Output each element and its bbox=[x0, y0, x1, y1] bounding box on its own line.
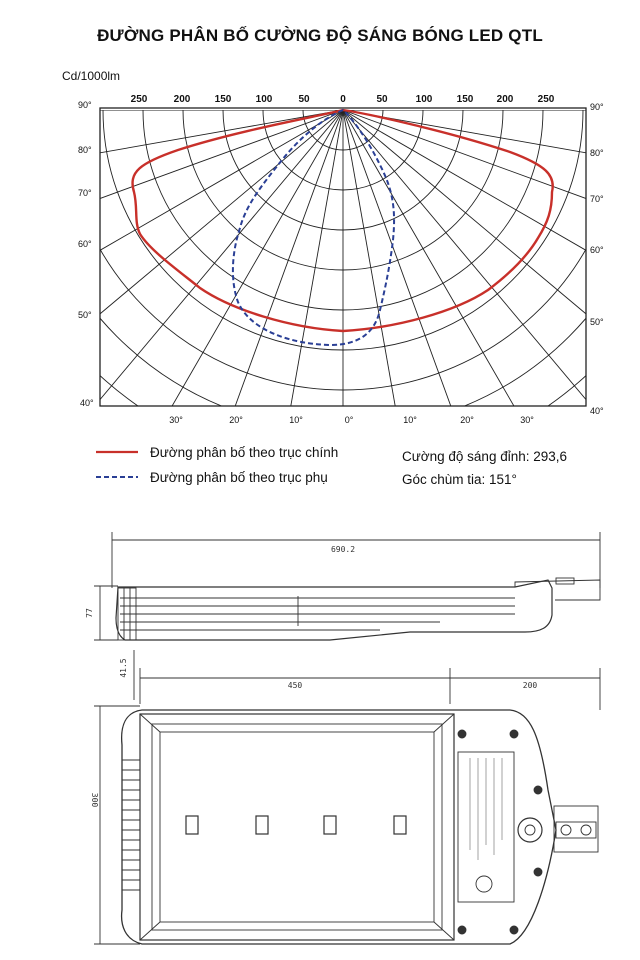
sensor-center bbox=[525, 825, 535, 835]
angle-label: 30° bbox=[520, 415, 534, 425]
housing-outline bbox=[122, 710, 556, 944]
bevel-line bbox=[434, 922, 454, 940]
side-body bbox=[116, 580, 552, 640]
angle-label: 70° bbox=[590, 194, 604, 204]
grid-radial-line bbox=[0, 110, 343, 200]
mounting-arm-top bbox=[554, 806, 598, 852]
beam-angle-text: Góc chùm tia: 151° bbox=[402, 472, 517, 487]
led-module bbox=[324, 816, 336, 834]
grid-radial-line bbox=[343, 110, 433, 622]
led-module bbox=[394, 816, 406, 834]
angle-label: 90° bbox=[590, 102, 604, 112]
sensor-icon bbox=[518, 818, 542, 842]
grid-arc bbox=[23, 0, 640, 430]
legend bbox=[96, 445, 567, 487]
bottom-angle-labels bbox=[169, 415, 534, 425]
height-dimension: 77 bbox=[85, 608, 94, 618]
angle-label: 40° bbox=[80, 398, 94, 408]
angle-label: 70° bbox=[78, 188, 92, 198]
angle-label: 60° bbox=[78, 239, 92, 249]
arm-clamp-top bbox=[556, 822, 596, 838]
screw-icon bbox=[534, 868, 542, 876]
tick-label: 50 bbox=[376, 94, 388, 105]
length-dimension: 690.2 bbox=[330, 545, 356, 554]
lens-frame-inner bbox=[152, 724, 442, 930]
screw-icon bbox=[458, 926, 466, 934]
right-angle-labels bbox=[590, 102, 604, 416]
angle-label: 30° bbox=[169, 415, 183, 425]
angle-label: 0° bbox=[344, 415, 354, 425]
grid-radial-line bbox=[343, 110, 521, 599]
angle-label: 80° bbox=[78, 145, 92, 155]
angle-label: 10° bbox=[403, 415, 417, 425]
screw-icon bbox=[510, 926, 518, 934]
left-angle-labels bbox=[78, 100, 94, 408]
led-module bbox=[256, 816, 268, 834]
mounting-arm bbox=[515, 580, 600, 600]
screw-icon bbox=[534, 786, 542, 794]
side-view-drawing bbox=[85, 532, 600, 640]
angle-label: 80° bbox=[590, 148, 604, 158]
angle-label: 60° bbox=[590, 245, 604, 255]
angle-label: 90° bbox=[78, 100, 92, 110]
legend-secondary-label: Đường phân bố theo trục phụ bbox=[150, 470, 328, 485]
arm-length-dimension: 200 bbox=[522, 681, 538, 690]
screw-icon bbox=[458, 730, 466, 738]
tick-label: 200 bbox=[173, 94, 191, 105]
top-tick-labels bbox=[131, 94, 555, 105]
offset-dimension: 41.5 bbox=[119, 658, 128, 678]
angle-label: 50° bbox=[590, 317, 604, 327]
led-module bbox=[186, 816, 198, 834]
cert-mark-icon bbox=[476, 876, 492, 892]
tick-label: 50 bbox=[298, 94, 310, 105]
peak-intensity-text: Cường độ sáng đỉnh: 293,6 bbox=[402, 449, 568, 464]
body-length-dimension: 450 bbox=[287, 681, 303, 690]
angle-label: 20° bbox=[229, 415, 243, 425]
bevel-line bbox=[434, 714, 454, 732]
lens-panel bbox=[160, 732, 434, 922]
angle-label: 10° bbox=[289, 415, 303, 425]
angle-label: 40° bbox=[590, 406, 604, 416]
screw-icon bbox=[510, 730, 518, 738]
tick-label: 100 bbox=[255, 94, 273, 105]
bolt-icon bbox=[561, 825, 571, 835]
grid-radial-line bbox=[83, 110, 343, 560]
legend-main-label: Đường phân bố theo trục chính bbox=[150, 445, 339, 460]
top-view-drawing bbox=[90, 650, 600, 944]
lens-frame-outer bbox=[140, 714, 454, 940]
angle-label: 20° bbox=[460, 415, 474, 425]
tick-label: 0 bbox=[340, 94, 346, 105]
angle-label: 50° bbox=[78, 310, 92, 320]
chart-title: ĐƯỜNG PHÂN BỐ CƯỜNG ĐỘ SÁNG BÓNG LED QTL bbox=[97, 26, 543, 45]
tick-label: 150 bbox=[456, 94, 474, 105]
grid-radial-line bbox=[253, 110, 343, 622]
grid-radial-line bbox=[343, 110, 603, 560]
grid-radial-line bbox=[0, 110, 343, 444]
tick-label: 100 bbox=[415, 94, 433, 105]
rating-plate-lines bbox=[470, 758, 502, 860]
tick-label: 150 bbox=[214, 94, 232, 105]
heatsink-fins bbox=[122, 760, 140, 890]
bevel-line bbox=[140, 714, 160, 732]
grid-radial-line bbox=[165, 110, 343, 599]
bolt-icon bbox=[581, 825, 591, 835]
tick-label: 250 bbox=[130, 94, 148, 105]
tick-label: 250 bbox=[537, 94, 555, 105]
tick-label: 200 bbox=[496, 94, 514, 105]
unit-label: Cd/1000lm bbox=[62, 69, 121, 83]
bevel-line bbox=[140, 922, 160, 940]
width-dimension: 300 bbox=[90, 792, 99, 808]
